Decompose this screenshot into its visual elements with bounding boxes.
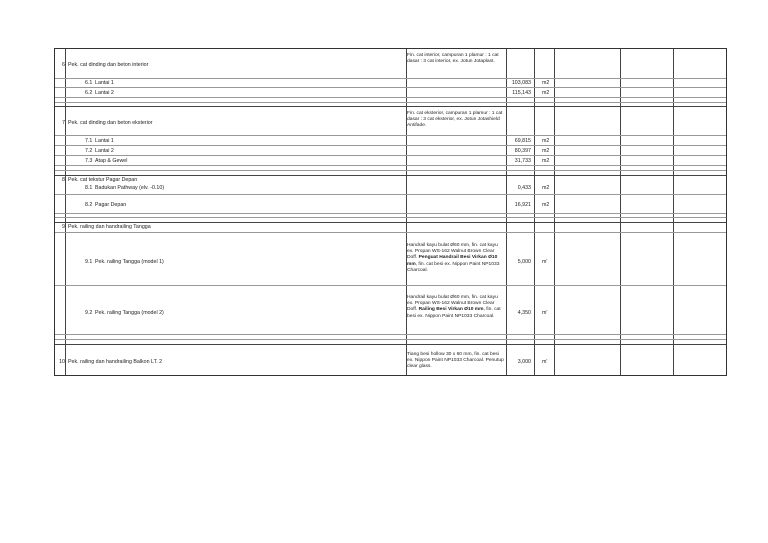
item-number: 9 (62, 224, 65, 230)
row-line (55, 344, 726, 345)
sub-item-description: Lantai 2 (95, 148, 114, 154)
sub-item-number: 7.2 (85, 148, 93, 154)
unit: m' (542, 259, 548, 265)
item-description: Pek. railing dan handrailing Balkon LT. 2 (68, 359, 163, 365)
unit: m2 (542, 202, 550, 208)
item-description: Pek. railing dan handrailing Tangga (68, 224, 151, 230)
item-description: Pek. cat dinding dan beton eksterior (68, 120, 153, 126)
sub-item-description: Lantai 1 (95, 80, 114, 86)
sub-item-number: 8.1 (85, 185, 93, 191)
row-line (55, 334, 726, 335)
row-line (55, 145, 726, 146)
quantity: 5,000 (517, 259, 531, 265)
row-line (55, 78, 726, 79)
sub-item-number: 8.2 (85, 202, 93, 208)
spec-text: Handrail kayu bulat Ø60 mm, fin. cat kayu ex. Propan WS-162 Walnut Brown Clear Doff. (407, 295, 498, 313)
row-line (55, 102, 726, 103)
sub-item-number: 9.2 (85, 310, 93, 316)
sub-item-number: 7.3 (85, 158, 93, 164)
sub-item-description: Atap & Gewel (95, 158, 128, 164)
quantity: 103,083 (511, 80, 531, 86)
spec-bold-text: Penguat Handrail Besi Virkan Ø10 mm (407, 255, 498, 267)
row-line (55, 285, 726, 286)
row-line (55, 213, 726, 214)
unit: m2 (542, 80, 550, 86)
sub-item-description: Lantai 1 (95, 138, 114, 144)
row-line (55, 165, 726, 166)
spec-bold-text: Railing Besi Virkan Ø10 mm (418, 307, 484, 313)
item-specification: Fin. cat eksterior, campuran 1 plamur : 1 cat dasar : 3 cat eksterior, ex. Jotun Jotashield Antifade. (407, 111, 503, 129)
item-number: 8 (62, 177, 65, 183)
sub-item-description: Lantai 2 (95, 90, 114, 96)
quantity: 115,143 (512, 90, 531, 96)
quantity: 4,350 (517, 310, 531, 316)
spec-text: Handrail kayu bulat Ø60 mm, fin. cat kayu ex. Propan WS-162 Walnut Brown Clear Doff. (407, 243, 498, 261)
row-line (55, 339, 726, 340)
sub-item-description: Pek. railing Tangga (model 2) (95, 310, 164, 316)
unit: m2 (542, 148, 550, 154)
sub-item-number: 6.1 (85, 80, 93, 86)
row-line (55, 194, 726, 195)
row-line (55, 217, 726, 218)
sub-item-number: 9.1 (85, 259, 93, 265)
row-line (55, 170, 726, 171)
boq-table (54, 48, 727, 376)
unit: m' (542, 310, 548, 316)
sub-item-number: 7.1 (85, 138, 93, 144)
row-line (55, 155, 726, 156)
item-specification: Tiang besi hollow 30 x 60 mm, fin. cat besi ex. Nippon Paint NP1033 Charcoal. Penutup clear glass. (407, 352, 504, 370)
sub-item-description: Pagar Depan (95, 202, 127, 208)
item-description: Pek. cat dinding dan beton interior (68, 62, 149, 68)
spec-text: , fin. cat besi ex. Nippon Paint NP1033 Charcoal. (407, 261, 500, 273)
item-number: 6 (62, 62, 65, 68)
unit: m2 (542, 138, 550, 144)
unit: m2 (542, 185, 550, 191)
sub-item-description: Pek. railing Tangga (model 1) (95, 259, 164, 265)
quantity: 69,815 (514, 138, 531, 144)
item-description: Pek. cat tekstur Pagar Depan (68, 177, 138, 183)
row-line (55, 175, 726, 176)
item-number: 10 (59, 359, 65, 365)
spec-text: , fin. cat besi ex. Nippon Paint NP1033 Charcoal. (407, 307, 501, 319)
row-line (55, 97, 726, 98)
sub-item-number: 6.2 (85, 90, 93, 96)
unit: m2 (542, 90, 550, 96)
row-line (55, 106, 726, 107)
item-specification: Fin. cat interior, campuran 1 plamur : 1 cat dasar : 3 cat interior, ex. Jotun Jotaplast. (407, 53, 499, 65)
row-line (55, 232, 726, 233)
item-number: 7 (62, 120, 65, 126)
sub-item-description: Badukan Pathway (elv. -0.10) (95, 185, 165, 191)
unit: m2 (542, 158, 550, 164)
row-line (55, 222, 726, 223)
unit: m' (542, 359, 548, 365)
row-line (55, 87, 726, 88)
quantity: 3,000 (517, 359, 531, 365)
row-line (55, 135, 726, 136)
quantity: 16,921 (514, 202, 531, 208)
quantity: 31,733 (514, 158, 531, 164)
quantity: 0,433 (517, 185, 531, 191)
quantity: 80,397 (514, 148, 531, 154)
